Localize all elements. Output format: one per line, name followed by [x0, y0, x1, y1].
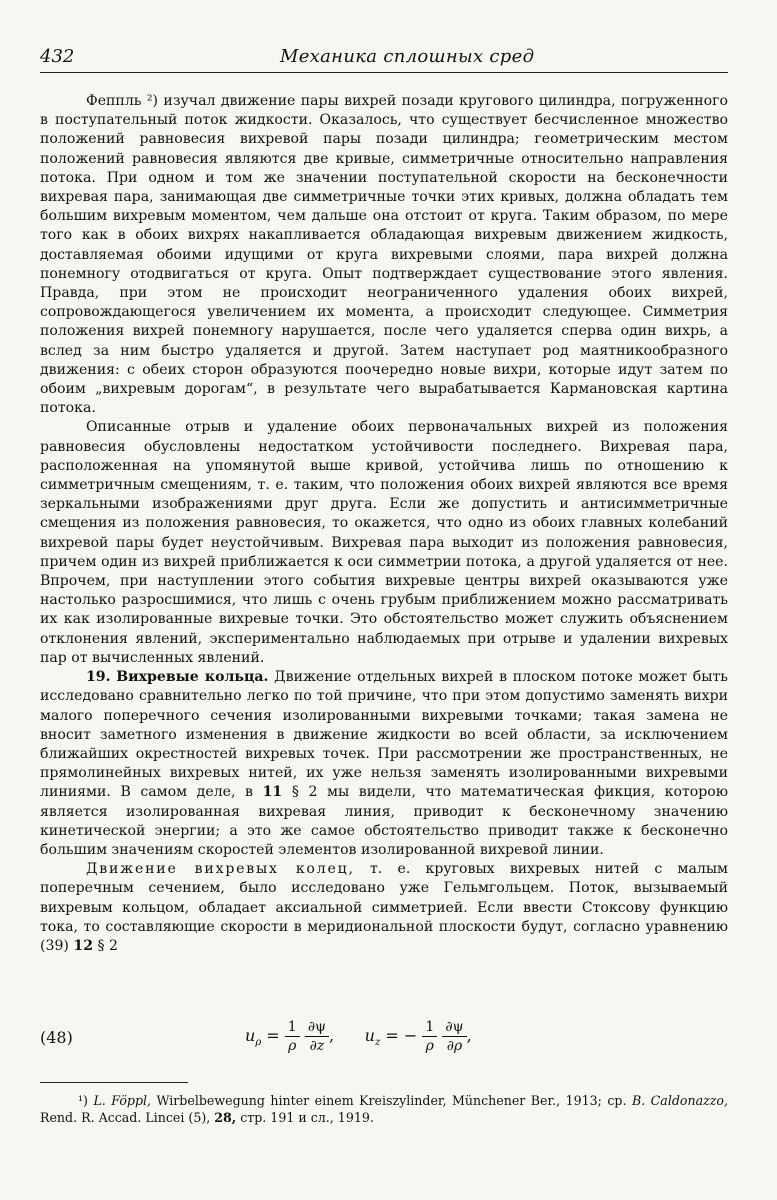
- footnote-volume: 28,: [214, 1110, 237, 1125]
- footnote-divider: [40, 1082, 188, 1083]
- vortex-rings-ref: 12: [73, 937, 94, 954]
- paragraph-vortex-rings: [40, 860, 728, 956]
- footnote-mark: ¹): [78, 1093, 88, 1108]
- vortex-rings-text-b: § 2: [97, 937, 119, 954]
- eq-frac4: $\frac{\partial\psi}{\partial\rho}$: [442, 1018, 466, 1055]
- eq-frac1: $\frac{1}{\rho}$: [285, 1018, 300, 1055]
- equation-48: [40, 1018, 728, 1068]
- footnote-text2: Rend. R. Accad. Lincei (5),: [40, 1110, 211, 1125]
- equation-number: (48): [40, 1028, 73, 1047]
- eq-sub2: z: [374, 1037, 381, 1049]
- footnote: [40, 1092, 728, 1126]
- paragraph-foppl: Феппль ²) изучал движение пары вихрей позади кругового цилиндра, погруженного в поступательный поток жидкости. Оказалось, что существует бесчисленное множество положений равновесия вихревой пары позади цилиндра; геометрическим местом положений равновесия являются две кривые, симметричные относительно направления потока. При одном и том же значении поступательной скорости на бесконечности вихревая пара, занимающая две симметричные точки этих кривых, должна обладать тем большим вихревым моментом, чем дальше она отстоит от круга. Таким образом, по мере того как в обоих вихрях накапливается обладающая вихревым движением жидкость, доставляемая обоими идущими от круга вихревыми слоями, пара вихрей должна понемногу отодвигаться от круга. Опыт подтверждает существование этого явления. Правда, при этом не происходит неограниченного удаления обоих вихрей, сопровождающегося увеличением их момента, а происходит следующее. Симметрия положения вихрей понемногу нарушается, после чего удаляется сперва один вихрь, а вслед за ним быстро удаляется и другой. Затем наступает род маятникообразного движения: с обеих сторон образуются поочередно новые вихри, которые идут затем по обоим „вихревым дорогам“, в результате чего вырабатывается Кармановская картина потока.: [40, 93, 728, 417]
- equation-body: [245, 1018, 472, 1055]
- section-ref: 11: [262, 784, 283, 801]
- paragraph-stability: Описанные отрыв и удаление обоих первоначальных вихрей из положения равновесия обусловлены недостатком устойчивости последнего. Вихревая пара, расположенная на упомянутой выше кривой, устойчива лишь по отношению к симметричным смещениям, т. е. таким, что положения обоих вихрей являются все время зеркальными изображениями друг друга. Если же допустить и антисимметричные смещения из положения равновесия, то окажется, что одно из обоих главных колебаний вихревой пары будет неустойчивым. Вихревая пара выходит из положения равновесия, причем один из вихрей приближается к оси симметрии потока, а другой удаляется от нее. Впрочем, при наступлении этого события вихревые центры вихрей оказываются уже настолько разросшимися, что лишь с очень грубым приближением можно рассматривать их как изолированные вихревые точки. Это обстоятельство может служить объяснением отклонения явлений, экспериментально наблюдаемых при отрыве и удалении вихревых пар от вычисленных явлений.: [40, 419, 728, 666]
- footnote-author2: B. Caldonazzo,: [631, 1093, 728, 1108]
- eq-sub1: ρ: [255, 1037, 262, 1049]
- vortex-rings-text-a: т. е. круговых вихревых нитей с малым поперечным сечением, было исследовано уже Гельмгольцем. Поток, вызываемый вихревым кольцом, обладает аксиальной симметрией. Если ввести Стоксову функцию тока, то составляющие скорости в меридиональной плоскости будут, согласно уравнению (39): [40, 861, 728, 954]
- section-text-a: Движение отдельных вихрей в плоском потоке может быть исследовано сравнительно легко по той причине, что при этом допустимо заменять вихри малого поперечного сечения изолированными вихревыми точками; такая замена не вносит заметного изменения в движение жидкости во всей области, за исключением ближайших окрестностей вихревых точек. При рассмотрении же пространственных, не прямолинейных вихревых нитей, их уже нельзя заменять изолированными вихревыми линиями. В самом деле, в: [40, 669, 728, 801]
- section-number: 19.: [86, 669, 111, 686]
- section-19-paragraph: [40, 668, 728, 860]
- footnote-author1: L. Föppl,: [93, 1093, 152, 1108]
- eq-frac2: $\frac{\partial\psi}{\partial z}$: [305, 1018, 329, 1055]
- footnote-text1: Wirbelbewegung hinter einem Kreiszylinder, Münchener Ber., 1913; ср.: [156, 1093, 627, 1108]
- eq-lhs2: u: [364, 1026, 375, 1045]
- eq-frac3: $\frac{1}{\rho}$: [422, 1018, 437, 1055]
- eq-comma1: ,: [329, 1026, 335, 1045]
- running-title: Механика сплошных сред: [280, 46, 535, 67]
- section-text-b: § 2 мы видели, что математическая фикция, которою является изолированная вихревая линия, приводит к бесконечному значению кинетической энергии; а это же самое обстоятельство приводит также к бесконечно большим значениям скоростей элементов изолированной вихревой линии.: [40, 784, 728, 858]
- body-text: [40, 92, 728, 956]
- page-number: 432: [40, 46, 75, 67]
- eq-comma2: ,: [466, 1026, 472, 1045]
- vortex-rings-lead: Движение вихревых колец,: [86, 861, 355, 878]
- eq-equals2: = −: [385, 1026, 418, 1045]
- page-header: [40, 46, 728, 73]
- section-title: Вихревые кольца.: [116, 669, 269, 686]
- footnote-text3: стр. 191 и сл., 1919.: [240, 1110, 374, 1125]
- eq-equals1: =: [266, 1026, 280, 1045]
- footnote-text: [40, 1092, 728, 1126]
- eq-lhs1: u: [245, 1026, 256, 1045]
